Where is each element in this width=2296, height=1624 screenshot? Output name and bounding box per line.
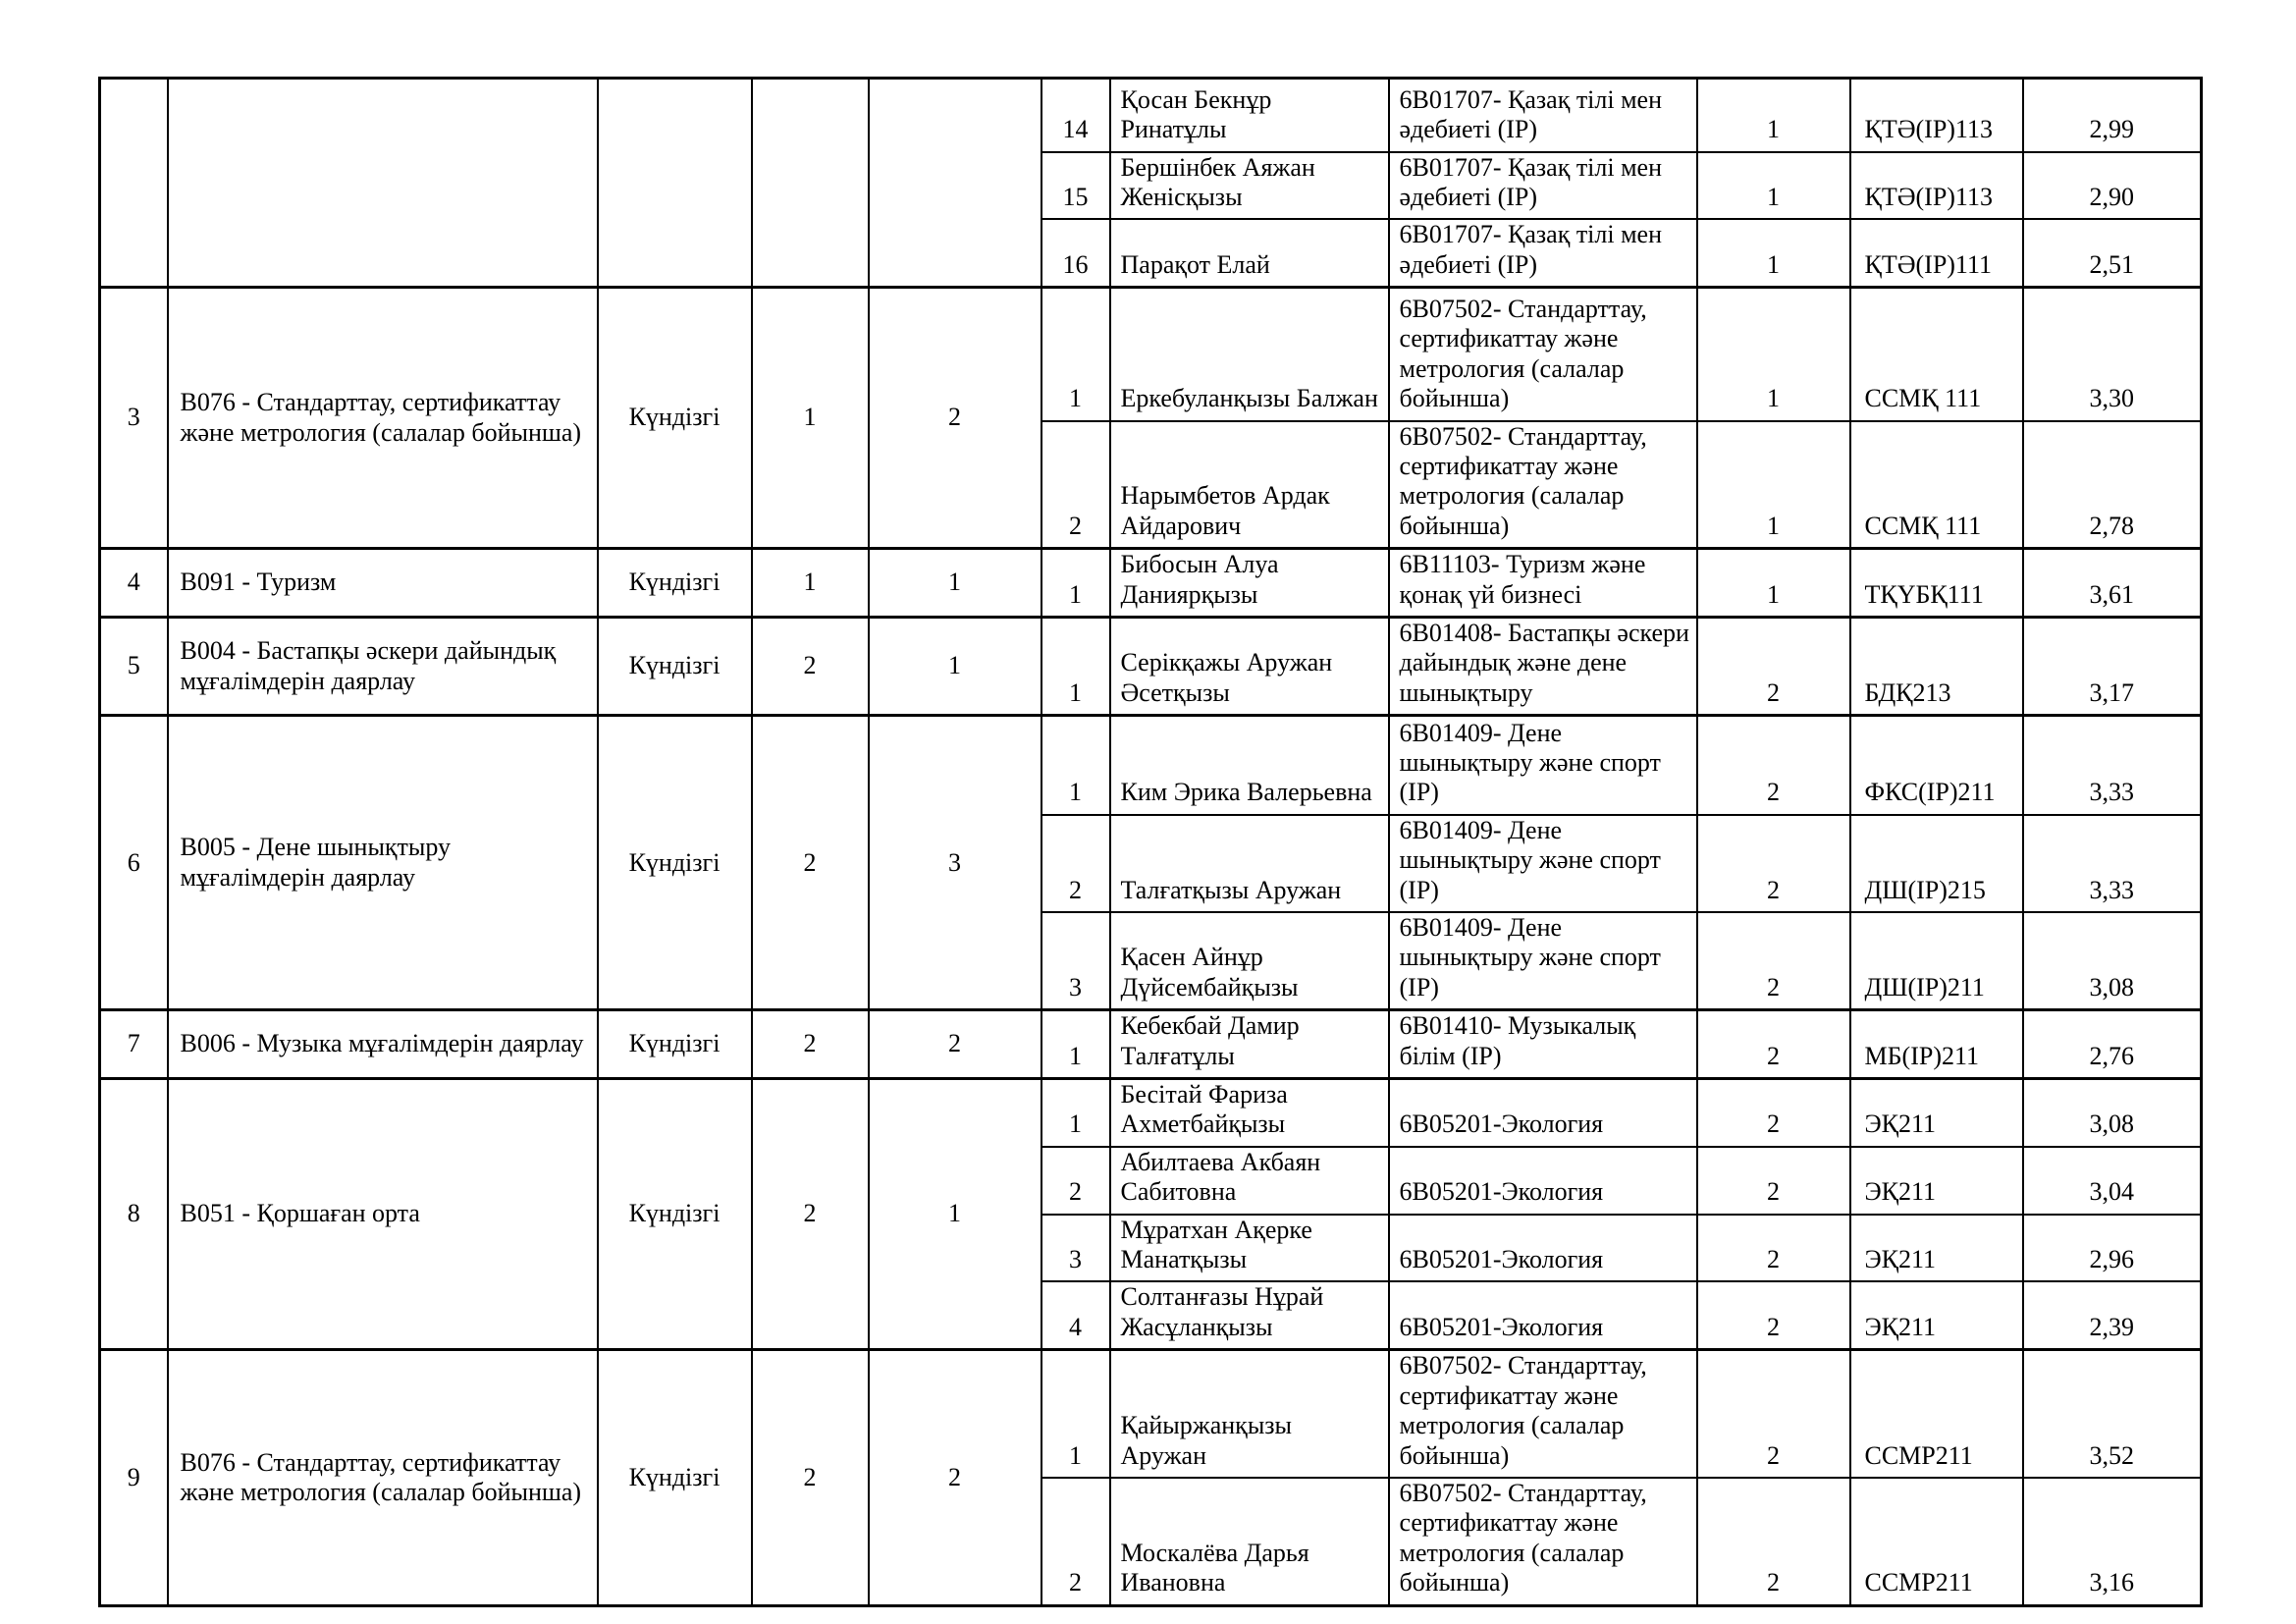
group-number-cell: 4: [100, 549, 168, 618]
program-name-cell: В006 - Музыка мұғалімдерін даярлау: [168, 1010, 598, 1079]
study-form-cell: Күндізгі: [598, 288, 752, 549]
edu-program-code-cell: 6В05201-Экология: [1389, 1147, 1697, 1215]
group-code-cell: ДШ(ІР)211: [1850, 912, 2023, 1010]
student-count-cell: 1: [869, 549, 1041, 618]
group-number-cell: 8: [100, 1079, 168, 1350]
group-code-cell: ТҚҮБҚ111: [1850, 549, 2023, 618]
student-name-cell: Бибосын Алуа Даниярқызы: [1110, 549, 1389, 618]
edu-program-code-cell: 6В07502- Стандарттау, сертификаттау және метрология (салалар бойынша): [1389, 421, 1697, 549]
student-name-cell: Ким Эрика Валерьевна: [1110, 716, 1389, 815]
student-row: [100, 618, 2202, 716]
course-cell: 1: [1697, 152, 1850, 220]
gpa-cell: 3,08: [2023, 912, 2202, 1010]
group-code-cell: ҚТӘ(ІР)113: [1850, 79, 2023, 152]
edu-program-code-cell: 6В05201-Экология: [1389, 1079, 1697, 1147]
student-number-cell: 1: [1041, 288, 1110, 421]
course-count-cell: 1: [752, 549, 869, 618]
edu-program-code-cell: 6В01409- Дене шынықтыру және спорт (ІР): [1389, 912, 1697, 1010]
student-row: [100, 288, 2202, 421]
group-code-cell: ЭҚ211: [1850, 1079, 2023, 1147]
edu-program-code-cell: 6В01707- Қазақ тілі мен әдебиеті (ІР): [1389, 152, 1697, 220]
student-number-cell: 2: [1041, 1147, 1110, 1215]
student-count-cell: 2: [869, 1010, 1041, 1079]
program-name-cell: В091 - Туризм: [168, 549, 598, 618]
course-count-cell: 2: [752, 1079, 869, 1350]
student-number-cell: 2: [1041, 1478, 1110, 1605]
course-count-cell: [752, 79, 869, 288]
course-cell: 1: [1697, 421, 1850, 549]
program-name-cell: В076 - Стандарттау, сертификаттау және метрология (салалар бойынша): [168, 1350, 598, 1605]
course-count-cell: 2: [752, 716, 869, 1010]
student-number-cell: 1: [1041, 716, 1110, 815]
student-name-cell: Қасен Айнұр Дүйсембайқызы: [1110, 912, 1389, 1010]
student-count-cell: 1: [869, 618, 1041, 716]
program-name-cell: В005 - Дене шынықтыру мұғалімдерін даярлау: [168, 716, 598, 1010]
course-cell: 1: [1697, 549, 1850, 618]
group-code-cell: ССМР211: [1850, 1478, 2023, 1605]
gpa-cell: 3,33: [2023, 815, 2202, 912]
student-count-cell: [869, 79, 1041, 288]
student-number-cell: 1: [1041, 1079, 1110, 1147]
gpa-cell: 3,52: [2023, 1350, 2202, 1478]
course-cell: 2: [1697, 1281, 1850, 1349]
student-name-cell: Қайыржанқызы Аружан: [1110, 1350, 1389, 1478]
program-name-cell: В051 - Қоршаған орта: [168, 1079, 598, 1350]
program-name-cell: В004 - Бастапқы әскери дайындық мұғалімдерін даярлау: [168, 618, 598, 716]
student-name-cell: Абилтаева Акбаян Сабитовна: [1110, 1147, 1389, 1215]
program-name-cell: В076 - Стандарттау, сертификаттау және метрология (салалар бойынша): [168, 288, 598, 549]
edu-program-code-cell: 6В07502- Стандарттау, сертификаттау және метрология (салалар бойынша): [1389, 1350, 1697, 1478]
group-number-cell: [100, 79, 168, 288]
gpa-cell: 3,61: [2023, 549, 2202, 618]
group-code-cell: МБ(ІР)211: [1850, 1010, 2023, 1079]
course-cell: 2: [1697, 815, 1850, 912]
gpa-cell: 2,99: [2023, 79, 2202, 152]
student-name-cell: Бесітай Фариза Ахметбайқызы: [1110, 1079, 1389, 1147]
student-number-cell: 1: [1041, 1010, 1110, 1079]
student-row: [100, 549, 2202, 618]
study-form-cell: [598, 79, 752, 288]
study-form-cell: Күндізгі: [598, 716, 752, 1010]
gpa-cell: 2,78: [2023, 421, 2202, 549]
group-code-cell: ЭҚ211: [1850, 1215, 2023, 1282]
students-programs-table: [98, 77, 2203, 1607]
edu-program-code-cell: 6В11103- Туризм және қонақ үй бизнесі: [1389, 549, 1697, 618]
group-number-cell: 7: [100, 1010, 168, 1079]
course-count-cell: 2: [752, 1350, 869, 1605]
student-name-cell: Парақот Елай: [1110, 219, 1389, 287]
group-code-cell: ССМҚ 111: [1850, 421, 2023, 549]
gpa-cell: 3,30: [2023, 288, 2202, 421]
study-form-cell: Күндізгі: [598, 1079, 752, 1350]
edu-program-code-cell: 6В01707- Қазақ тілі мен әдебиеті (ІР): [1389, 219, 1697, 287]
student-row: [100, 716, 2202, 815]
gpa-cell: 2,96: [2023, 1215, 2202, 1282]
edu-program-code-cell: 6В01410- Музыкалық білім (ІР): [1389, 1010, 1697, 1079]
course-cell: 2: [1697, 1147, 1850, 1215]
edu-program-code-cell: 6В01409- Дене шынықтыру және спорт (ІР): [1389, 815, 1697, 912]
student-name-cell: Серікқажы Аружан Әсетқызы: [1110, 618, 1389, 716]
student-count-cell: 1: [869, 1079, 1041, 1350]
gpa-cell: 2,51: [2023, 219, 2202, 287]
student-name-cell: Талғатқызы Аружан: [1110, 815, 1389, 912]
edu-program-code-cell: 6В01707- Қазақ тілі мен әдебиеті (ІР): [1389, 79, 1697, 152]
student-name-cell: Москалёва Дарья Ивановна: [1110, 1478, 1389, 1605]
edu-program-code-cell: 6В07502- Стандарттау, сертификаттау және метрология (салалар бойынша): [1389, 1478, 1697, 1605]
student-name-cell: Мұратхан Ақерке Манатқызы: [1110, 1215, 1389, 1282]
student-number-cell: 1: [1041, 1350, 1110, 1478]
course-count-cell: 2: [752, 1010, 869, 1079]
group-code-cell: ЭҚ211: [1850, 1147, 2023, 1215]
group-number-cell: 5: [100, 618, 168, 716]
student-number-cell: 16: [1041, 219, 1110, 287]
student-count-cell: 2: [869, 1350, 1041, 1605]
course-cell: 2: [1697, 1215, 1850, 1282]
student-row: [100, 1350, 2202, 1478]
gpa-cell: 3,17: [2023, 618, 2202, 716]
student-number-cell: 4: [1041, 1281, 1110, 1349]
course-cell: 1: [1697, 79, 1850, 152]
course-cell: 2: [1697, 1350, 1850, 1478]
gpa-cell: 2,76: [2023, 1010, 2202, 1079]
student-name-cell: Солтанғазы Нұрай Жасұланқызы: [1110, 1281, 1389, 1349]
study-form-cell: Күндізгі: [598, 1010, 752, 1079]
student-number-cell: 14: [1041, 79, 1110, 152]
group-code-cell: ҚТӘ(ІР)111: [1850, 219, 2023, 287]
student-number-cell: 1: [1041, 618, 1110, 716]
student-count-cell: 3: [869, 716, 1041, 1010]
student-number-cell: 15: [1041, 152, 1110, 220]
student-row: [100, 1010, 2202, 1079]
student-name-cell: Бершінбек Аяжан Женісқызы: [1110, 152, 1389, 220]
gpa-cell: 3,08: [2023, 1079, 2202, 1147]
student-number-cell: 3: [1041, 912, 1110, 1010]
student-name-cell: Еркебуланқызы Балжан: [1110, 288, 1389, 421]
course-cell: 1: [1697, 219, 1850, 287]
gpa-cell: 3,16: [2023, 1478, 2202, 1605]
course-count-cell: 2: [752, 618, 869, 716]
gpa-cell: 3,04: [2023, 1147, 2202, 1215]
study-form-cell: Күндізгі: [598, 1350, 752, 1605]
edu-program-code-cell: 6В01409- Дене шынықтыру және спорт (ІР): [1389, 716, 1697, 815]
study-form-cell: Күндізгі: [598, 549, 752, 618]
student-count-cell: 2: [869, 288, 1041, 549]
edu-program-code-cell: 6В05201-Экология: [1389, 1281, 1697, 1349]
group-number-cell: 9: [100, 1350, 168, 1605]
student-number-cell: 2: [1041, 421, 1110, 549]
group-number-cell: 3: [100, 288, 168, 549]
edu-program-code-cell: 6В05201-Экология: [1389, 1215, 1697, 1282]
course-cell: 2: [1697, 716, 1850, 815]
edu-program-code-cell: 6В07502- Стандарттау, сертификаттау және метрология (салалар бойынша): [1389, 288, 1697, 421]
course-cell: 2: [1697, 1478, 1850, 1605]
group-code-cell: ССМҚ 111: [1850, 288, 2023, 421]
edu-program-code-cell: 6В01408- Бастапқы әскери дайындық және дене шынықтыру: [1389, 618, 1697, 716]
student-name-cell: Нарымбетов Ардак Айдарович: [1110, 421, 1389, 549]
group-number-cell: 6: [100, 716, 168, 1010]
group-code-cell: ФКС(ІР)211: [1850, 716, 2023, 815]
group-code-cell: БДҚ213: [1850, 618, 2023, 716]
gpa-cell: 2,90: [2023, 152, 2202, 220]
group-code-cell: ДШ(ІР)215: [1850, 815, 2023, 912]
gpa-cell: 3,33: [2023, 716, 2202, 815]
student-number-cell: 2: [1041, 815, 1110, 912]
course-cell: 1: [1697, 288, 1850, 421]
student-name-cell: Кебекбай Дамир Талғатұлы: [1110, 1010, 1389, 1079]
course-cell: 2: [1697, 618, 1850, 716]
course-cell: 2: [1697, 1010, 1850, 1079]
student-number-cell: 1: [1041, 549, 1110, 618]
student-row: [100, 1079, 2202, 1147]
group-code-cell: ЭҚ211: [1850, 1281, 2023, 1349]
group-code-cell: ССМР211: [1850, 1350, 2023, 1478]
program-name-cell: [168, 79, 598, 288]
course-count-cell: 1: [752, 288, 869, 549]
study-form-cell: Күндізгі: [598, 618, 752, 716]
student-name-cell: Қосан Бекнұр Ринатұлы: [1110, 79, 1389, 152]
course-cell: 2: [1697, 912, 1850, 1010]
course-cell: 2: [1697, 1079, 1850, 1147]
student-number-cell: 3: [1041, 1215, 1110, 1282]
gpa-cell: 2,39: [2023, 1281, 2202, 1349]
student-row: [100, 79, 2202, 152]
group-code-cell: ҚТӘ(ІР)113: [1850, 152, 2023, 220]
